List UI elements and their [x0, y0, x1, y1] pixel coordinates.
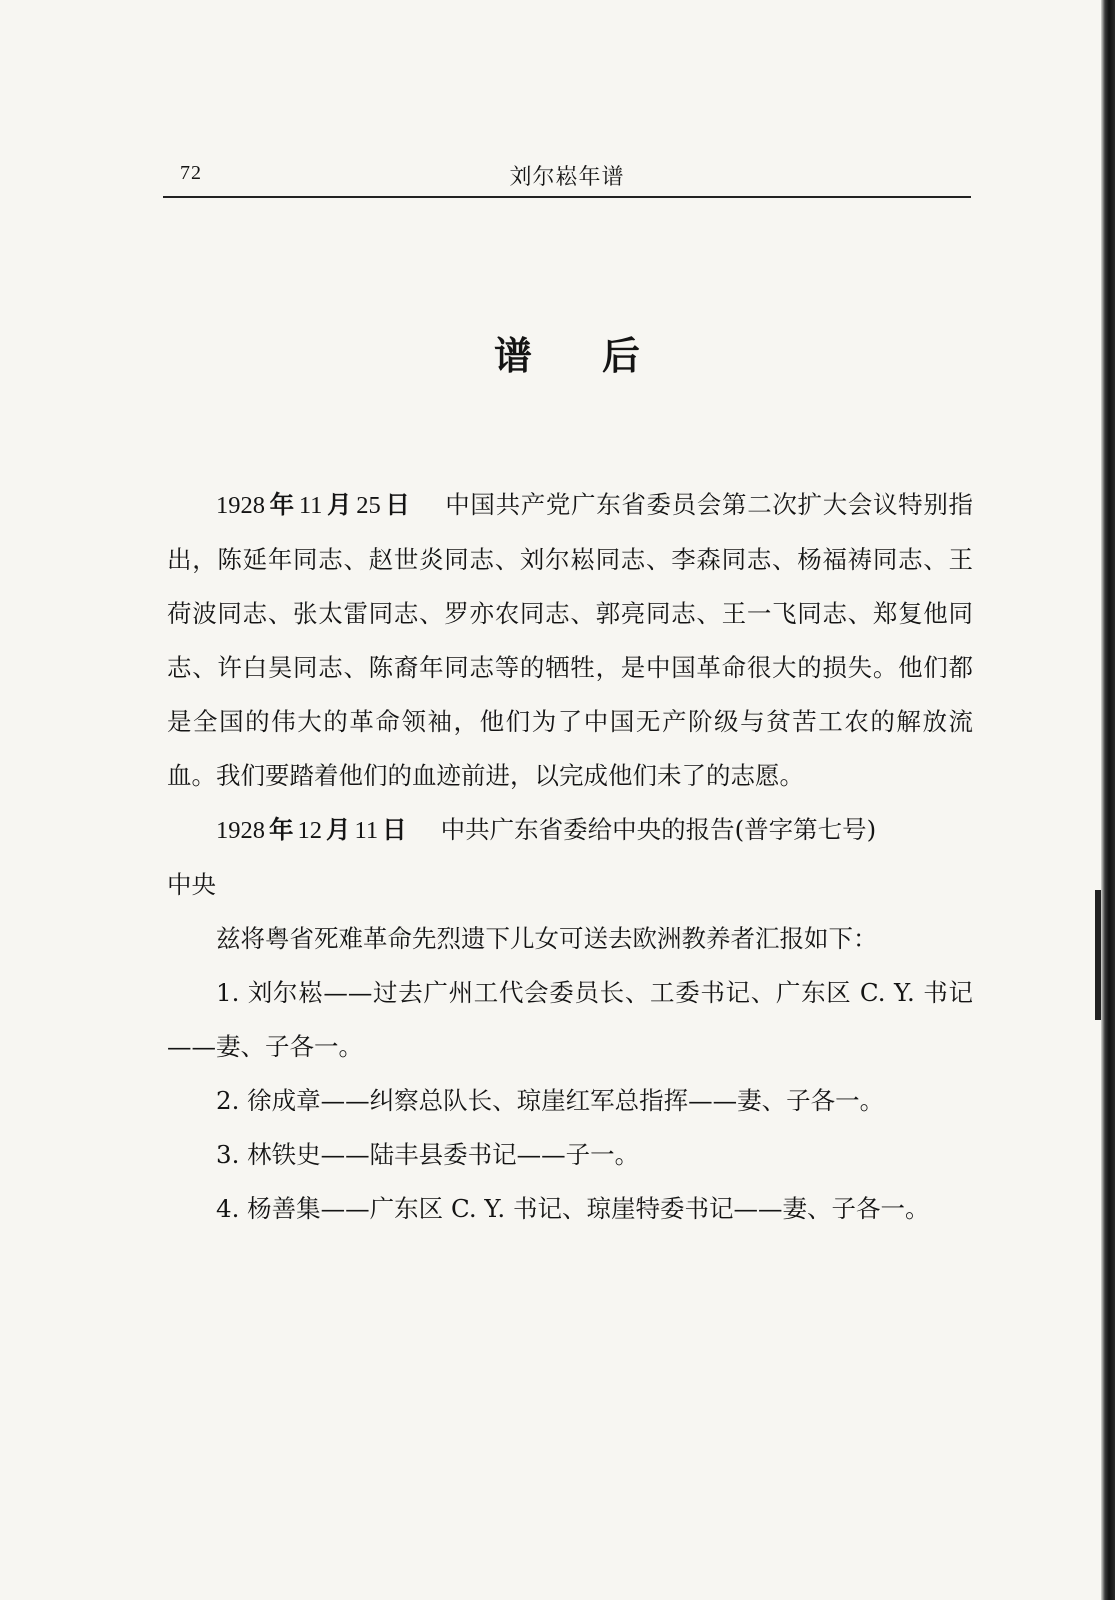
chapter-title: 谱后 — [493, 334, 710, 378]
running-title: 刘尔崧年谱 — [509, 165, 625, 190]
entry-paragraph-1 — [167, 478, 973, 803]
entry-text: 中国共产党广东省委员会第二次扩大会议特别指出，陈延年同志、赵世炎同志、刘尔崧同志、李森同志、杨福祷同志、王荷波同志、张太雷同志、罗亦农同志、郭亮同志、王一飞同志、郑复他同志、许白昊同志、陈裔年同志等的牺牲，是中国革命很大的损失。他们都是全国的伟大的革命领袖，他们为了中国无产阶级与贫苦工农的解放流血。我们要踏着他们的血迹前进，以完成他们未了的志愿。 — [167, 490, 974, 790]
date-month: 12 — [297, 817, 322, 844]
date-year: 1928 — [216, 817, 265, 844]
date-year: 1928 — [216, 492, 265, 519]
scan-edge — [1101, 0, 1115, 1600]
date-month: 11 — [298, 492, 323, 519]
list-item: 3. 林铁史——陆丰县委书记——子一。 — [216, 1140, 640, 1169]
date-year-unit: 年 — [269, 490, 295, 519]
body-text — [167, 478, 973, 1236]
entry-paragraph-2 — [167, 803, 973, 858]
page-number: 72 — [180, 162, 202, 184]
page-header — [163, 154, 971, 198]
entry-text: 中共广东省委给中央的报告(普字第七号) — [440, 815, 877, 844]
list-item: 1. 刘尔崧——过去广州工代会委员长、工委书记、广东区 C. Y. 书记——妻、子各一。 — [167, 978, 973, 1061]
list-item: 2. 徐成章——纠察总队长、琼崖红军总指挥——妻、子各一。 — [216, 1086, 885, 1115]
date-day-unit: 日 — [382, 815, 407, 844]
scan-mark — [1095, 890, 1101, 1020]
salutation: 中央 — [167, 870, 216, 899]
date-day-unit: 日 — [384, 490, 411, 519]
entry-date — [216, 817, 411, 844]
list-item: 4. 杨善集——广东区 C. Y. 书记、琼崖特委书记——妻、子各一。 — [216, 1194, 930, 1223]
entry-date — [216, 492, 415, 519]
intro-paragraph: 兹将粤省死难革命先烈遗下儿女可送去欧洲教养者汇报如下： — [216, 924, 878, 953]
date-month-unit: 月 — [326, 815, 351, 844]
date-day: 25 — [356, 492, 381, 519]
date-month-unit: 月 — [326, 490, 353, 519]
date-year-unit: 年 — [269, 815, 294, 844]
date-day: 11 — [354, 817, 379, 844]
